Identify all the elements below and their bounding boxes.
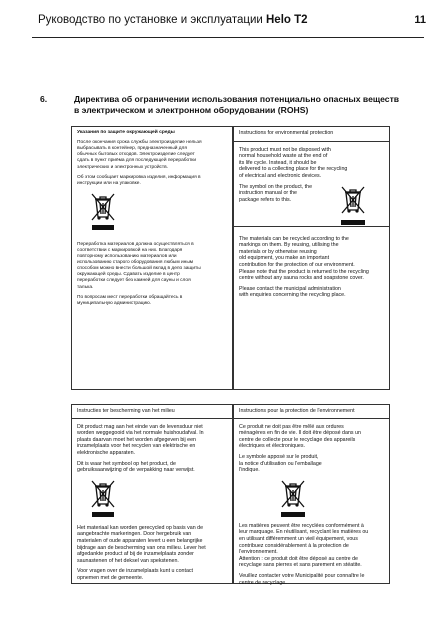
title-prefix: Руководство по установке и эксплуатации (38, 14, 266, 26)
box-text-nl-2: Dit is waar het symbool op het product, de gebruiksaanwijzing of de verpakking naar verwijst. (77, 460, 195, 474)
heading-divider (72, 418, 232, 419)
box-text-fr-2: Le symbole apposé sur le produit, la notice d'utilisation ou l'emballage l'indique. (239, 453, 322, 474)
box-text-en-4: Please contact the municipal administration with enquiries concerning the recycling place. (239, 285, 346, 299)
box-heading-nl: Instructies ter bescherming van het milieu (77, 408, 175, 414)
marking-bar (281, 512, 305, 517)
box-text-nl-3: Het materiaal kan worden gerecycled op basis van de aangebrachte markeringen. Door hergebruik van materialen of oude apparaten levert u een belangrijke bijdrage aan de bescherming van ons milieu. Lever het afgedankte product af bij de inzamelplaats zonder saunastenen of het deksel van spekstenen. (77, 524, 206, 564)
product-name: Helo T2 (266, 14, 308, 26)
box-heading-fr: Instructions pour la protection de l'environnement (239, 408, 355, 414)
section-title: Директива об ограничении использования потенциально опасных веществ в электрическом и электронном оборудовании (ROHS) (74, 94, 400, 115)
box-text-en-1: This product must not be disposed with normal household waste at the end of its life cycle. Instead, it should be delivered to a collecting place for the recycling of electrical and electronic devices. (239, 146, 348, 179)
environment-box-ru (71, 126, 233, 390)
environment-box-en (233, 126, 390, 390)
box-text-ru-4: По вопросам мест переработки обращайтесь в муниципальную администрацию. (77, 294, 183, 306)
page-number: 11 (414, 14, 426, 26)
heading-divider (234, 418, 389, 419)
box-text-ru-2: Об этом сообщает маркировка изделия, информация в инструкции или на упаковке. (77, 174, 201, 186)
box-text-en-3: The materials can be recycled according to the markings on them. By reusing, utilising the materials or by otherwise reusing old equipment, you make an important contribution for the protection of our environment. Please note that the product is returned to the recycling centre without any sauna rocks and soapstone cover. (239, 235, 369, 282)
marking-bar (341, 220, 365, 225)
crossed-bin-icon (89, 191, 117, 223)
environment-box-nl (71, 404, 233, 584)
section-divider (234, 226, 389, 227)
heading-divider (234, 141, 389, 142)
crossed-bin-icon (89, 478, 117, 510)
box-text-ru-3: Переработка материалов должна осуществляться в соответствии с маркировкой на них. Благодаря повторному использованию материалов или использованию старого оборудования любым иным способом можно внести большой вклад в дело защиты окружающей среды. Сдавать изделие в центр переработки следует без камней для сауны и слоя талька. (77, 241, 201, 290)
page-header (38, 14, 426, 34)
box-heading-ru: Указания по защите окружающей среды (77, 130, 175, 135)
box-text-nl-1: Dit product mag aan het einde van de levensduur niet worden weggegooid via het normale huishoudafval. In plaats daarvan moet het worden afgegeven bij een inzamelplaats voor het recyclen van elektrische en elektronische apparaten. (77, 423, 204, 456)
section-number: 6. (40, 94, 48, 104)
header-rule (32, 37, 424, 38)
box-text-fr-4: Veuillez contacter votre Municipalité pour connaître le centre de recyclage. (239, 572, 365, 586)
marking-bar (92, 225, 114, 230)
box-text-fr-3: Les matières peuvent être recyclées conformément à leur marquage. En réutilisant, recyclant les matières ou en utilisant différemment un vieil équipement, vous contribuez considérablement à la protection de l'environnement. Attention : ce produit doit être déposé au centre de recyclage sans pierres et sans parement en stéatite. (239, 522, 369, 569)
page-title (38, 14, 308, 26)
box-heading-en: Instructions for environmental protection (239, 130, 334, 136)
crossed-bin-icon (279, 478, 307, 510)
box-text-en-2: The symbol on the product, the instruction manual or the package refers to this. (239, 183, 313, 203)
crossed-bin-icon (339, 184, 367, 216)
marking-bar (92, 512, 114, 517)
box-text-nl-4: Voor vragen over de inzamelplaats kunt u contact opnemen met de gemeente. (77, 568, 194, 581)
box-text-ru-1: После окончания срока службы электроизделие нельзя выбрасывать в контейнер, предназначенный для обычных бытовых отходов. Электроизделие следует сдать в пункт приёма для последующей переработки электрических и электронных устройств. (77, 140, 202, 170)
environment-box-fr (233, 404, 390, 584)
box-text-fr-1: Ce produit ne doit pas être mêlé aux ordures ménagères en fin de vie. Il doit être déposé dans un centre de collecte pour le recyclage des appareils électriques et électroniques. (239, 423, 361, 450)
